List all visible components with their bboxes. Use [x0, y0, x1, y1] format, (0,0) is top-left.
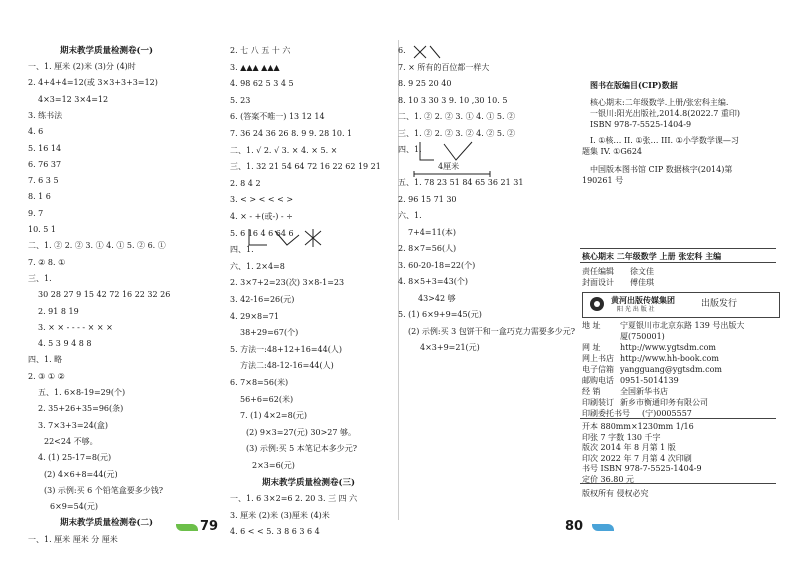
- answer-line: 7. ② 8. ①: [28, 257, 66, 267]
- exam-title-1: 期末教学质量检测卷(一): [60, 46, 154, 56]
- spec-line: 版次 2014 年 8 月第 1 版: [582, 443, 676, 452]
- cip-line: 一银川:阳光出版社,2014.8(2022.7 重印): [590, 109, 741, 118]
- publisher-issue: 出版发行: [701, 299, 738, 309]
- answer-line: 四、1.: [230, 245, 254, 255]
- editor-value: 徐文佳: [630, 267, 654, 276]
- answer-line: 3. ▲▲▲ ▲▲▲: [230, 62, 280, 72]
- answer-line: 五、1. 6×8-19=29(个): [38, 388, 126, 397]
- answer-line: 2. 8×7=56(人): [398, 244, 457, 253]
- answer-line: 22<24 不够。: [44, 436, 98, 446]
- answer-line: 6. (答案不唯一) 13 12 14: [230, 112, 325, 122]
- answer-line: 3. 60-20-18=22(个): [398, 260, 476, 270]
- answer-line: 4×3+9=21(元): [420, 343, 480, 352]
- answer-line: 5. 方法一:48+12+16=44(人): [230, 344, 342, 354]
- rights-notice: 版权所有 侵权必究: [582, 489, 649, 498]
- answer-line: 4厘米: [438, 161, 460, 171]
- info-value: 0951-5014139: [620, 376, 679, 385]
- book-header-rule-top: [580, 248, 776, 249]
- answer-line: 7. 36 24 36 26 8. 9 9. 28 10. 1: [230, 129, 353, 138]
- answer-line: 4. 98 62 5 3 4 5: [230, 79, 294, 89]
- book-header-rule-bottom: [580, 262, 776, 263]
- answer-line: 5. 6 16 4 6 64 6: [230, 228, 294, 238]
- answer-line: 6. 7×8=56(米): [230, 378, 289, 387]
- answer-line: 二、1. √ 2. √ 3. × 4. × 5. ×: [230, 145, 338, 155]
- answer-line: 6. 76 37: [28, 159, 62, 169]
- answer-line: 期末教学质量检测卷(三): [262, 477, 356, 488]
- info-key: 电子信箱: [582, 365, 614, 374]
- info-key: 网 址: [582, 343, 601, 352]
- answer-line: 3. 厘米 (2)米 (3)厘米 (4)米: [230, 510, 330, 520]
- answer-line: 三、1. 32 21 54 64 72 16 22 62 19 21: [230, 162, 381, 172]
- answer-line: 方法二:48-12-16=44(人): [240, 361, 334, 371]
- info-value: 宁夏银川市北京东路 139 号出版大: [620, 321, 745, 330]
- answer-line: 10. 5 1: [28, 225, 56, 234]
- answer-line: 2. 七 八 五 十 六: [230, 46, 291, 55]
- publisher-logo-box: [582, 292, 780, 318]
- info-value: http://www.ygtsdm.com: [620, 343, 717, 352]
- answer-line: 三、1. ② 2. ② 3. ② 4. ② 5. ②: [398, 128, 516, 138]
- angle-figure-right: [416, 140, 486, 168]
- leaf-decoration-right: [592, 524, 614, 531]
- answer-line: 一、1. 厘米 厘米 分 厘米: [28, 534, 118, 544]
- answer-line: 2. ③ ① ②: [28, 371, 65, 381]
- answer-line: 六、1.: [398, 211, 422, 220]
- answer-line: 9. 7: [28, 208, 44, 218]
- answer-line: 4. 29×8=71: [230, 311, 280, 321]
- answer-line: 五、1. 78 23 51 84 65 36 21 31: [398, 178, 524, 187]
- answer-line: 7+4=11(本): [408, 227, 457, 237]
- answer-line: 56+6=62(米): [240, 394, 294, 404]
- answer-line: 四、1.: [398, 145, 422, 154]
- answer-line: 2. 8 4 2: [230, 178, 261, 188]
- answer-line: 2×3=6(元): [252, 461, 295, 470]
- cip-line: I. ①核… II. ①张… III. ①小学数学课—习: [590, 136, 739, 145]
- answer-line: 3. × × - - - - × × ×: [38, 322, 113, 332]
- info-key: 印刷装订: [582, 398, 614, 407]
- info-key: 经 销: [582, 387, 601, 396]
- answer-line: 8. 1 6: [28, 192, 51, 202]
- answer-line: (2) 示例:买 3 包饼干和一盒巧克力需要多少元?: [408, 326, 576, 336]
- publisher-emblem-icon: [589, 296, 605, 312]
- answer-line: 5. 16 14: [28, 143, 62, 153]
- answer-line: 38+29=67(个): [240, 328, 299, 338]
- info-value: 新乡市衡通印务有限公司: [620, 398, 708, 407]
- info-value: (宁)0005557: [642, 409, 692, 418]
- length-line-figure: [412, 170, 492, 178]
- answer-line: 43>42 够: [418, 293, 456, 303]
- answer-line: 7. (1) 4×2=8(元): [240, 411, 307, 421]
- answer-line: 5. (1) 6×9+9=45(元): [398, 310, 482, 319]
- answer-line: 4×3=12 3×4=12: [38, 94, 109, 104]
- info-value: 厦(750001): [620, 332, 665, 341]
- answer-line: 6.: [398, 46, 406, 55]
- answer-line: 30 28 27 9 15 42 72 16 22 32 26: [38, 290, 171, 300]
- answer-line: 三、1.: [28, 273, 52, 283]
- answer-line: 2. 35+26+35=96(条): [38, 404, 124, 414]
- publisher-sub: 阳 光 出 版 社: [617, 306, 655, 313]
- answer-line: 2. 91 8 19: [38, 306, 79, 316]
- specs-rule-bottom: [580, 483, 776, 484]
- specs-rule-top: [580, 418, 776, 419]
- answer-line: 4. 6 < < 5. 3 8 6 3 6 4: [230, 527, 320, 537]
- cip-line: 中国版本图书馆 CIP 数据核字(2014)第: [590, 165, 733, 174]
- spec-line: 开本 880mm×1230mm 1/16: [582, 422, 694, 431]
- book-header: 核心期末 二年级数学 上册 张宏科 主编: [582, 251, 722, 261]
- spec-line: 印张 7 字数 130 千字: [582, 432, 661, 442]
- editor-label: 责任编辑: [582, 267, 614, 276]
- page-number-79: 79: [200, 519, 219, 534]
- answer-line: 二、1. ② 2. ② 3. ① 4. ① 5. ② 6. ①: [28, 241, 166, 251]
- cip-line: 题集 IV. ①G624: [582, 147, 642, 156]
- answer-line: 8. 10 3 30 3 9. 10 ,30 10. 5: [398, 95, 508, 105]
- answer-line: 4. 8×5+3=43(个): [398, 277, 468, 286]
- answer-line: 4. (1) 25-17=8(元): [38, 453, 112, 463]
- cross-figure: [412, 44, 442, 60]
- answer-line: (3) 示例:买 6 个铅笔盒要多少钱?: [44, 485, 164, 495]
- info-value: http://www.hh-book.com: [620, 354, 719, 363]
- answer-line: 一、1. 厘米 (2)米 (3)分 (4)时: [28, 62, 136, 71]
- publisher-logo-text: 黄河出版传媒集团: [611, 295, 675, 305]
- answer-line: 8. 9 25 20 40: [398, 79, 452, 88]
- answer-line: 7. 6 3 5: [28, 176, 59, 186]
- answer-line: 六、1. 2×4=8: [230, 261, 285, 271]
- info-key: 地 址: [582, 321, 601, 330]
- answer-line: 2. 3×7+2=23(次) 3×8-1=23: [230, 278, 345, 288]
- info-key: 邮购电话: [582, 376, 614, 385]
- page-number-80: 80: [565, 519, 584, 534]
- cip-title: 图书在版编目(CIP)数据: [590, 80, 678, 90]
- cip-line: ISBN 978-7-5525-1404-9: [590, 120, 692, 129]
- designer-value: 傅佳琪: [630, 278, 654, 287]
- answer-line: 期末教学质量检测卷(二): [60, 518, 154, 529]
- answer-line: 2. 96 15 71 30: [398, 194, 457, 204]
- answer-line: 4. × - +(或-) - ÷: [230, 212, 293, 221]
- spec-line: 书号 ISBN 978-7-5525-1404-9: [582, 464, 702, 473]
- answer-line: 四、1. 略: [28, 355, 63, 365]
- info-value: yangguang@ygtsdm.com: [620, 365, 722, 374]
- answer-line: 2. 4+4+4=12(或 3×3+3+3=12): [28, 78, 158, 88]
- answer-line: 3. 7×3+3=24(盒): [38, 420, 108, 430]
- answer-line: 4. 5 3 9 4 8 8: [38, 339, 92, 349]
- answer-line: 4. 6: [28, 127, 44, 137]
- info-key: 印刷委托书号: [582, 409, 630, 418]
- answer-line: 6×9=54(元): [50, 502, 99, 512]
- answer-line: 7. × 所有的百位都一样大: [398, 62, 490, 72]
- info-value: 全国新华书店: [620, 387, 668, 396]
- answer-line: 3. < > < < < >: [230, 195, 294, 205]
- answer-line: 5. 23: [230, 95, 251, 105]
- answer-line: (2) 4×6+8=44(元): [44, 469, 118, 479]
- geometry-figure-left: [245, 227, 325, 249]
- spec-line: 印次 2022 年 7 月第 4 次印刷: [582, 453, 692, 463]
- answer-line: 3. 42-16=26(元): [230, 295, 295, 304]
- cip-line: 核心期末:二年级数学.上册/张宏科主编.: [590, 98, 729, 107]
- cip-line: 190261 号: [582, 176, 624, 185]
- designer-label: 封面设计: [582, 278, 614, 287]
- answer-line: 二、1. ② 2. ② 3. ① 4. ① 5. ②: [398, 112, 516, 121]
- answer-line: 3. 练书法: [28, 110, 63, 120]
- leaf-decoration-left: [176, 524, 198, 531]
- spec-line: 定价 36.80 元: [582, 474, 634, 484]
- answer-line: (3) 示例:买 5 本笔记本多少元?: [246, 444, 358, 454]
- info-key: 网上书店: [582, 354, 614, 363]
- answer-line: 一、1. 6 3×2=6 2. 20 3. 三 四 六: [230, 494, 358, 504]
- answer-line: (2) 9×3=27(元) 30>27 够。: [246, 427, 357, 437]
